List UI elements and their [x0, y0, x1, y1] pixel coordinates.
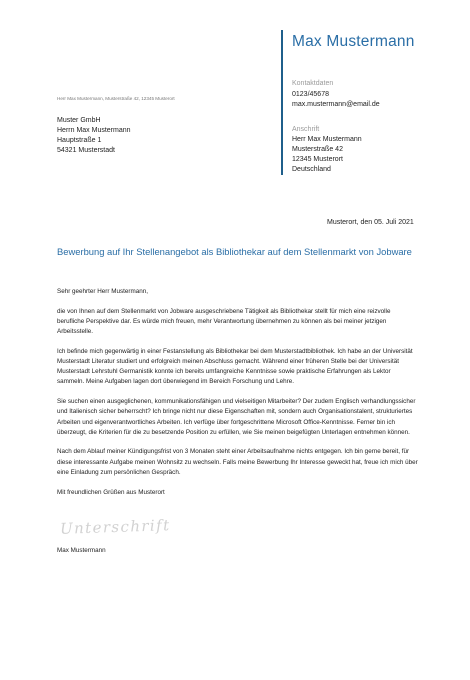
closing-line: Mit freundlichen Grüßen aus Musterort [57, 488, 165, 496]
sender-email[interactable]: max.mustermann@email.de [292, 101, 380, 108]
signer-name: Max Mustermann [57, 547, 106, 554]
address-label: Anschrift [292, 126, 320, 133]
sender-phone: 0123/45678 [292, 91, 329, 98]
letter-body [57, 287, 419, 507]
sender-address-line: Musterstraße 42 [292, 146, 343, 153]
recipient-address-line: Muster GmbH [57, 117, 101, 124]
recipient-address-block [57, 116, 131, 156]
signature-placeholder: Unterschrift [59, 516, 171, 538]
sender-address-line: Herr Max Mustermann [292, 136, 362, 143]
sender-address-line: Deutschland [292, 166, 331, 173]
letter-subject: Bewerbung auf Ihr Stellenangebot als Bibliothekar auf dem Stellenmarkt von Jobware [57, 246, 412, 257]
header-divider-bar [281, 30, 283, 175]
body-paragraph: Nach dem Ablauf meiner Kündigungsfrist von 3 Monaten steht einer Arbeitsaufnahme nichts entgegen. Ich bin gerne bereit, für diese interessante Aufgabe meinen Wohnsitz zu wechseln. Falls meine Bewerbung Ihr Interesse geweckt hat, freue ich mich über eine Einladung zum persönlichen Gespräch. [57, 448, 418, 476]
sender-address-line: 12345 Musterort [292, 156, 343, 163]
body-paragraph: Sie suchen einen ausgeglichenen, kommunikationsfähigen und vielseitigen Mitarbeiter? Der zudem Englisch verhandlungssicher und Italienisch sicher beherrscht? Ich bringe nicht nur diese Eigenschaften mit, sondern auch Organisationstalent, strukturiertes Arbeiten und eigenverantwortliches Arbeiten. Ich verfüge über fortgeschrittene Microsoft Office-Kenntnisse. Ferner bin ich überzeugt, die Kriterien für die zu besetzende Position zu erfüllen, wie Sie meinen beigefügten Unterlagen entnehmen können. [57, 398, 416, 436]
recipient-address-line: Hauptstraße 1 [57, 137, 102, 144]
letter-date: Musterort, den 05. Juli 2021 [327, 219, 414, 226]
body-paragraph: Ich befinde mich gegenwärtig in einer Festanstellung als Bibliothekar bei dem Musterstadtbibliothek. Ich habe an der Universität Musterstadt Literatur studiert und erfolgreich meinen Abschluss gemacht. Während einer früheren Stelle bei der Universität Musterstadt Lehrstuhl Germanistik konnte ich bereits umfangreiche Kenntnisse sowie praktische Erfahrungen als Lektor sammeln. Meine Aufgaben lagen dort überwiegend im Bereich Forschung und Lehre. [57, 347, 413, 386]
recipient-address-line: Herrn Max Mustermann [57, 127, 131, 134]
body-paragraph: die von Ihnen auf dem Stellenmarkt von Jobware ausgeschriebene Tätigkeit als Bibliothekar stellt für mich eine reizvolle berufliche Perspektive dar. Es würde mich freuen, mehr Verantwortung übernehmen zu können als bei meiner jetzigen Arbeitsstelle. [57, 307, 391, 336]
recipient-address-line: 54321 Musterstadt [57, 147, 115, 154]
sender-name-heading: Max Mustermann [292, 33, 415, 50]
return-address-line: Herr Max Mustermann, Musterstraße 42, 12345 Musterort [57, 96, 175, 101]
contact-label: Kontaktdaten [292, 80, 334, 87]
salutation: Sehr geehrter Herr Mustermann, [57, 288, 148, 295]
